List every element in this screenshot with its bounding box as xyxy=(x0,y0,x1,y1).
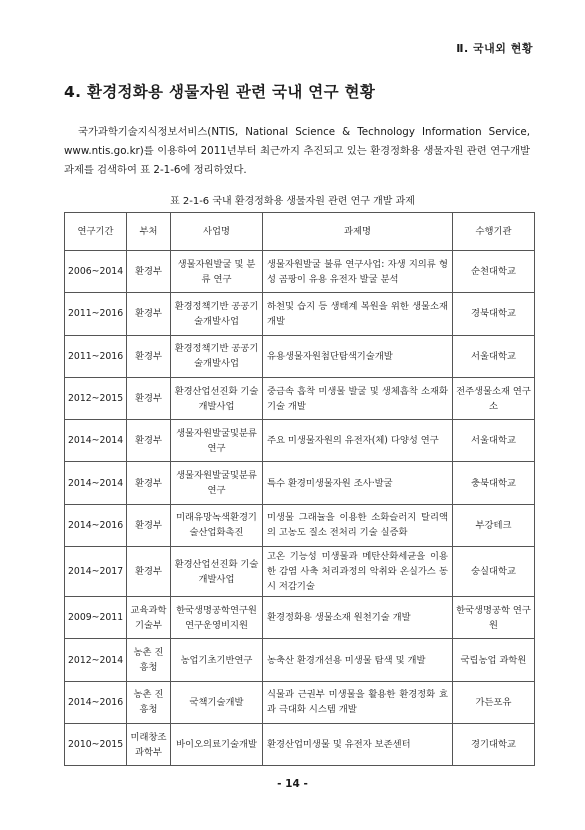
cell-project-title: 고온 기능성 미생물과 메탄산화세균을 이용한 감염 사축 처리과정의 악취와 온실가스 동시 저감기술 xyxy=(263,547,453,597)
cell-period: 2012~2014 xyxy=(65,639,127,681)
cell-project-title: 중금속 흡착 미생물 발굴 및 생체흡착 소재화 기술 개발 xyxy=(263,377,453,419)
cell-project-title: 식물과 근권부 미생물을 활용한 환경정화 효과 극대화 시스템 개발 xyxy=(263,681,453,723)
header-institution: 수행기관 xyxy=(453,213,535,251)
cell-ministry: 환경부 xyxy=(127,377,171,419)
cell-project-title: 농축산 환경개선용 미생물 탐색 및 개발 xyxy=(263,639,453,681)
cell-project-title: 환경산업미생물 및 유전자 보존센터 xyxy=(263,723,453,765)
chapter-header: Ⅱ. 국내외 현황 xyxy=(456,42,533,55)
table-row xyxy=(65,251,535,293)
cell-ministry: 환경부 xyxy=(127,462,171,504)
cell-ministry: 교육과학 기술부 xyxy=(127,597,171,639)
cell-institution: 충북대학교 xyxy=(453,462,535,504)
cell-institution: 부강테크 xyxy=(453,504,535,546)
cell-institution: 숭실대학교 xyxy=(453,547,535,597)
intro-paragraph: 국가과학기술지식정보서비스(NTIS, National Science & Technology Information Service, www.ntis.go.kr)를 이용하여 2011년부터 최근까지 추진되고 있는 환경정화용 생물자원 관련 연구개발 과제를 검색하여 표 2-1-6에 정리하였다. xyxy=(64,126,530,176)
cell-project-title: 특수 환경미생물자원 조사·발굴 xyxy=(263,462,453,504)
cell-program: 미래유망녹색환경기 술산업화촉진 xyxy=(171,504,263,546)
cell-period: 2014~2014 xyxy=(65,420,127,462)
cell-ministry: 환경부 xyxy=(127,335,171,377)
table-row xyxy=(65,335,535,377)
table-row xyxy=(65,597,535,639)
header-program: 사업명 xyxy=(171,213,263,251)
header-period: 연구기간 xyxy=(65,213,127,251)
page-number: - 14 - xyxy=(277,778,308,790)
table-row xyxy=(65,547,535,597)
cell-ministry: 환경부 xyxy=(127,293,171,335)
cell-project-title: 미생물 그래뉼을 이용한 소화슬러지 탈리액의 고농도 질소 전처리 기술 실증화 xyxy=(263,504,453,546)
table-caption: 표 2-1-6 국내 환경정화용 생물자원 관련 연구 개발 과제 xyxy=(170,196,415,207)
cell-period: 2009~2011 xyxy=(65,597,127,639)
table-row xyxy=(65,420,535,462)
cell-institution: 가든포유 xyxy=(453,681,535,723)
cell-program: 환경정책기반 공공기술개발사업 xyxy=(171,335,263,377)
cell-period: 2014~2017 xyxy=(65,547,127,597)
cell-institution: 서울대학교 xyxy=(453,420,535,462)
cell-program: 국책기술개발 xyxy=(171,681,263,723)
cell-program: 바이오의료기술개발 xyxy=(171,723,263,765)
cell-project-title: 주요 미생물자원의 유전자(체) 다양성 연구 xyxy=(263,420,453,462)
cell-period: 2014~2016 xyxy=(65,504,127,546)
cell-period: 2011~2016 xyxy=(65,335,127,377)
cell-ministry: 환경부 xyxy=(127,547,171,597)
table-row xyxy=(65,723,535,765)
table-header-row xyxy=(65,213,535,251)
header-project-title: 과제명 xyxy=(263,213,453,251)
cell-institution: 국립농업 과학원 xyxy=(453,639,535,681)
cell-ministry: 농촌 진흥청 xyxy=(127,639,171,681)
cell-program: 생물자원발굴및분류 연구 xyxy=(171,462,263,504)
section-title: 4. 환경정화용 생물자원 관련 국내 연구 현황 xyxy=(64,83,376,101)
table-row xyxy=(65,504,535,546)
cell-period: 2010~2015 xyxy=(65,723,127,765)
cell-period: 2014~2016 xyxy=(65,681,127,723)
table-row xyxy=(65,462,535,504)
cell-program: 환경산업선진화 기술개발사업 xyxy=(171,547,263,597)
cell-period: 2014~2014 xyxy=(65,462,127,504)
table-row xyxy=(65,639,535,681)
cell-ministry: 농촌 진흥청 xyxy=(127,681,171,723)
cell-ministry: 환경부 xyxy=(127,420,171,462)
cell-program: 생물자원발굴 및 분류 연구 xyxy=(171,251,263,293)
cell-program: 생물자원발굴및분류 연구 xyxy=(171,420,263,462)
cell-program: 환경정책기반 공공기술개발사업 xyxy=(171,293,263,335)
cell-period: 2011~2016 xyxy=(65,293,127,335)
cell-project-title: 생물자원발굴 불류 연구사업: 자생 지의류 형성 곰팡이 유용 유전자 발굴 분석 xyxy=(263,251,453,293)
table-row xyxy=(65,293,535,335)
cell-institution: 전주생물소재 연구소 xyxy=(453,377,535,419)
cell-institution: 경기대학교 xyxy=(453,723,535,765)
cell-institution: 순천대학교 xyxy=(453,251,535,293)
cell-project-title: 환경정화용 생물소재 원천기술 개발 xyxy=(263,597,453,639)
cell-ministry: 환경부 xyxy=(127,504,171,546)
cell-project-title: 하천및 습지 등 생태계 복원을 위한 생물소재 개발 xyxy=(263,293,453,335)
cell-program: 농업기초기반연구 xyxy=(171,639,263,681)
cell-ministry: 미래창조 과학부 xyxy=(127,723,171,765)
cell-project-title: 유용생물자원첨단탐색기술개발 xyxy=(263,335,453,377)
cell-program: 한국생명공학연구원 연구운영비지원 xyxy=(171,597,263,639)
table-row xyxy=(65,377,535,419)
table-row xyxy=(65,681,535,723)
cell-period: 2012~2015 xyxy=(65,377,127,419)
header-ministry: 부처 xyxy=(127,213,171,251)
research-projects-table xyxy=(64,212,535,766)
cell-program: 환경산업선진화 기술개발사업 xyxy=(171,377,263,419)
cell-institution: 서울대학교 xyxy=(453,335,535,377)
cell-period: 2006~2014 xyxy=(65,251,127,293)
cell-institution: 경북대학교 xyxy=(453,293,535,335)
cell-institution: 한국생명공학 연구원 xyxy=(453,597,535,639)
cell-ministry: 환경부 xyxy=(127,251,171,293)
